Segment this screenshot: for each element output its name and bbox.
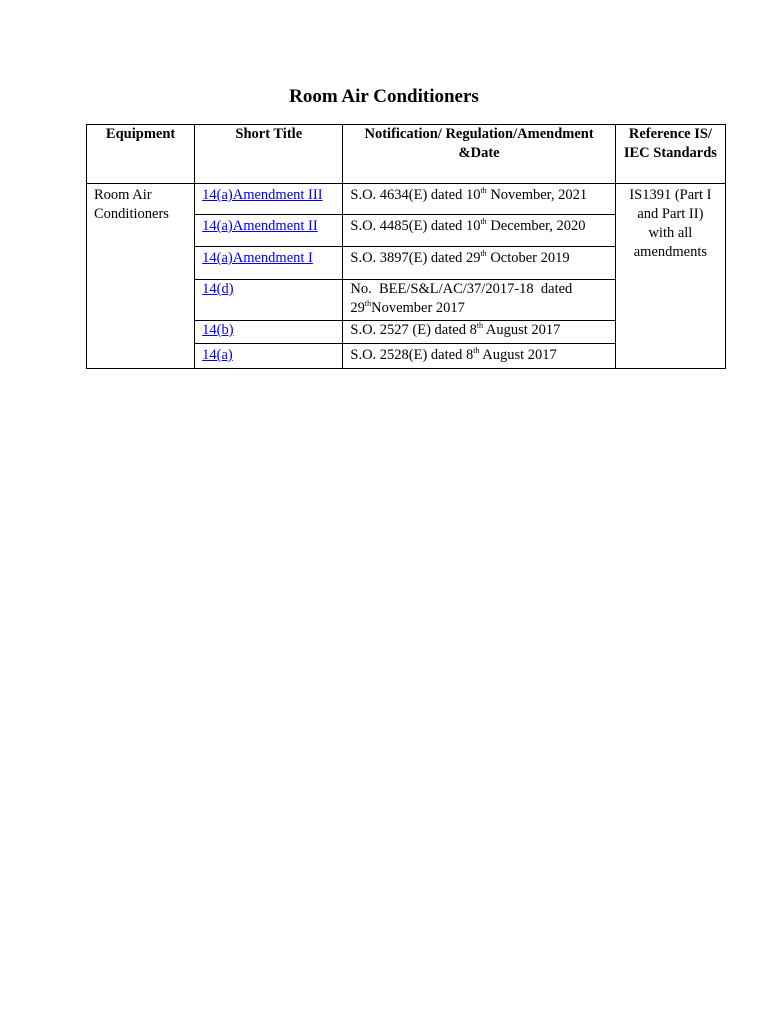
- table-header-row: [87, 125, 726, 184]
- short-title-cell: [195, 247, 343, 280]
- notification-text: August 2017: [479, 347, 557, 363]
- notification-cell: [343, 280, 615, 321]
- short-title-cell: [195, 215, 343, 247]
- notification-cell: [343, 184, 615, 215]
- ordinal-suffix: th: [473, 346, 480, 356]
- notification-cell: [343, 215, 615, 247]
- short-title-link-14d[interactable]: 14(d): [202, 281, 234, 297]
- notification-text: S.O. 2528(E) dated 8: [350, 347, 474, 363]
- notification-text: November 2017: [371, 300, 465, 316]
- notification-text: October 2019: [486, 250, 570, 266]
- ordinal-suffix: th: [476, 321, 484, 331]
- short-title-link-amendment-ii[interactable]: 14(a)Amendment II: [202, 218, 318, 234]
- short-title-link-14b[interactable]: 14(b): [202, 322, 234, 338]
- short-title-link-amendment-i[interactable]: 14(a)Amendment I: [202, 250, 313, 266]
- notification-cell: [343, 344, 615, 369]
- notification-text: August 2017: [483, 322, 561, 338]
- short-title-cell: [195, 280, 343, 321]
- notification-text: December, 2020: [486, 218, 586, 234]
- short-title-cell: [195, 321, 343, 344]
- notification-text: S.O. 4485(E) dated 10: [350, 218, 481, 234]
- page-title: Room Air Conditioners: [289, 86, 479, 107]
- header-equipment: Equipment: [87, 125, 195, 184]
- notification-text: S.O. 3897(E) dated 29: [350, 250, 481, 266]
- short-title-link-14a[interactable]: 14(a): [202, 347, 233, 363]
- table-row: [87, 184, 726, 215]
- notification-text: S.O. 2527 (E) dated 8: [350, 322, 477, 338]
- ordinal-suffix: th: [480, 249, 487, 259]
- notifications-table: [86, 124, 726, 369]
- header-reference: Reference IS/ IEC Standards: [615, 125, 725, 184]
- short-title-link-amendment-iii[interactable]: 14(a)Amendment III: [202, 187, 323, 203]
- notification-cell: [343, 321, 615, 344]
- reference-cell: IS1391 (Part I and Part II) with all amendments: [615, 184, 725, 369]
- notification-text: S.O. 4634(E) dated 10: [350, 187, 481, 203]
- ordinal-suffix: th: [364, 299, 372, 309]
- header-notification: Notification/ Regulation/Amendment &Date: [343, 125, 615, 184]
- header-short-title: Short Title: [195, 125, 343, 184]
- ordinal-suffix: th: [480, 217, 487, 227]
- notification-text: No. BEE/S&L/AC/37/2017-18 dated 29: [350, 281, 576, 316]
- short-title-cell: [195, 184, 343, 215]
- short-title-cell: [195, 344, 343, 369]
- equipment-cell: Room Air Conditioners: [87, 184, 195, 369]
- notification-cell: [343, 247, 615, 280]
- notification-text: November, 2021: [486, 187, 588, 203]
- ordinal-suffix: th: [480, 186, 487, 196]
